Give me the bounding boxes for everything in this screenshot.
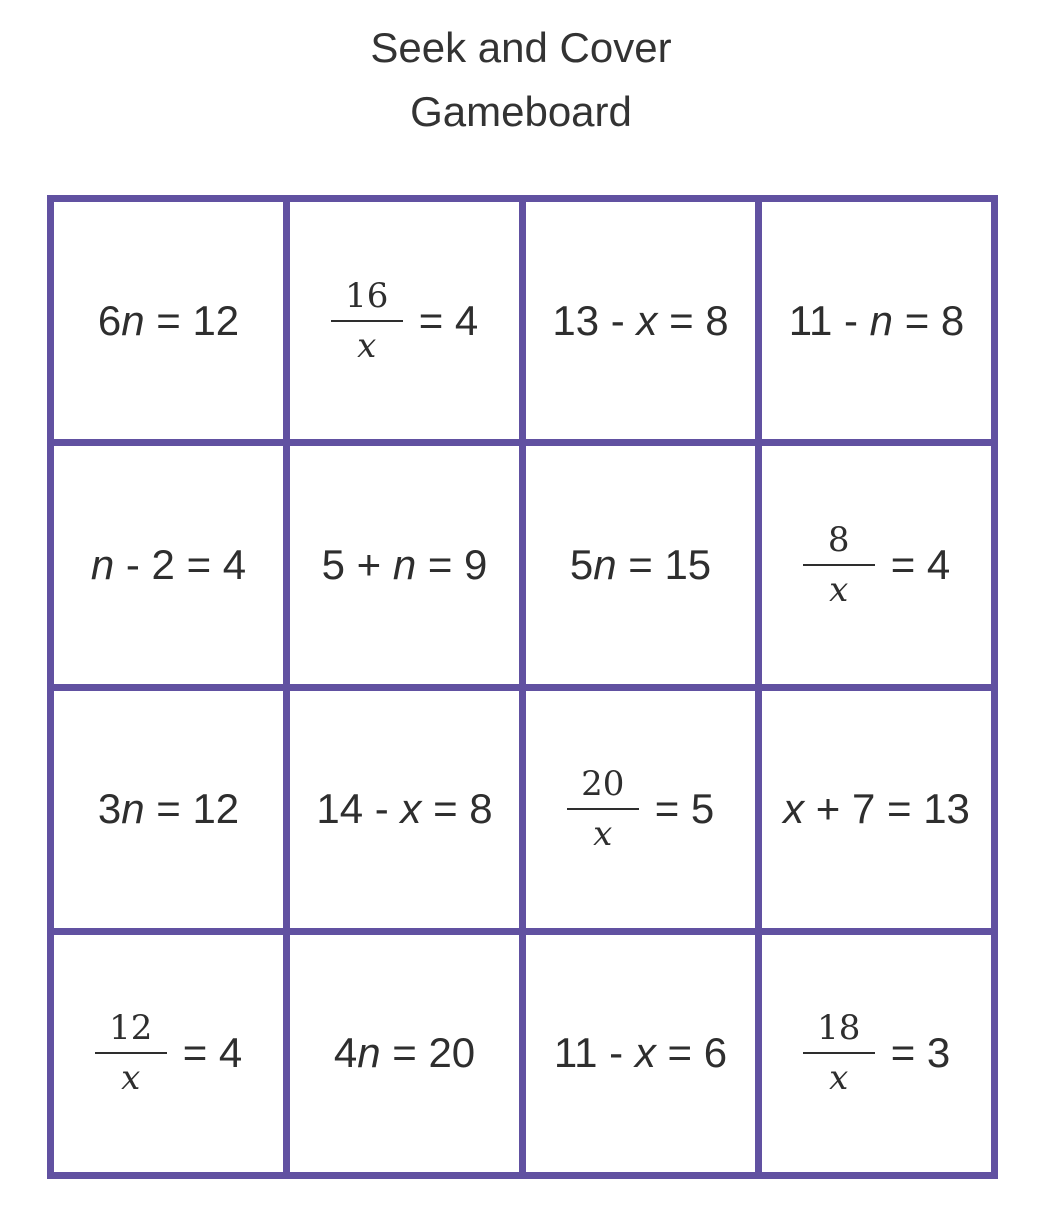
fraction-numerator: 18 bbox=[803, 1008, 875, 1054]
operator-symbol: = bbox=[182, 1029, 219, 1077]
right-hand-side: 8 bbox=[469, 785, 493, 833]
page-title: Seek and Cover bbox=[370, 24, 672, 71]
fraction-denominator: x bbox=[357, 325, 377, 366]
operator-symbol: - bbox=[114, 540, 152, 588]
equation bbox=[789, 297, 965, 345]
board-cell[interactable] bbox=[526, 691, 755, 928]
right-hand-side: 5 bbox=[690, 785, 715, 833]
operator-symbol: = bbox=[416, 540, 465, 588]
variable: n bbox=[357, 1029, 381, 1077]
variable: n bbox=[869, 296, 894, 344]
right-hand-side: 4 bbox=[454, 296, 479, 344]
fraction bbox=[803, 1008, 875, 1098]
board-cell[interactable] bbox=[290, 935, 519, 1172]
board-cell[interactable] bbox=[290, 446, 519, 683]
constant: 11 bbox=[553, 1029, 598, 1077]
board-cell[interactable] bbox=[54, 202, 283, 439]
variable: x bbox=[636, 296, 658, 344]
coefficient: 5 bbox=[569, 540, 594, 588]
coefficient: 3 bbox=[97, 785, 122, 833]
operator-symbol: = bbox=[418, 296, 455, 344]
constant: 13 bbox=[552, 296, 600, 344]
equation bbox=[98, 297, 239, 345]
fraction bbox=[567, 764, 639, 854]
constant: 7 bbox=[851, 785, 876, 833]
equation bbox=[554, 1029, 727, 1077]
fraction-numerator: 8 bbox=[803, 520, 875, 566]
fraction-denominator: x bbox=[593, 814, 613, 855]
variable: n bbox=[593, 540, 617, 588]
operator-symbol: = bbox=[654, 785, 691, 833]
variable: n bbox=[121, 296, 145, 344]
right-hand-side: 4 bbox=[926, 540, 951, 588]
board-cell[interactable] bbox=[762, 935, 991, 1172]
equation bbox=[316, 785, 492, 833]
board-cell[interactable] bbox=[526, 446, 755, 683]
equation bbox=[331, 276, 479, 366]
equation bbox=[570, 541, 711, 589]
operator-symbol: - bbox=[363, 785, 401, 833]
operator-symbol: = bbox=[421, 785, 470, 833]
operator-symbol: = bbox=[144, 296, 193, 344]
equation bbox=[334, 1029, 475, 1077]
fraction-denominator: x bbox=[829, 1058, 849, 1099]
coefficient: 4 bbox=[333, 1029, 358, 1077]
equation bbox=[803, 1008, 951, 1098]
operator-symbol: = bbox=[616, 540, 665, 588]
right-hand-side: 12 bbox=[192, 296, 240, 344]
fraction bbox=[331, 276, 403, 366]
right-hand-side: 4 bbox=[222, 540, 247, 588]
page-subtitle: Gameboard bbox=[410, 88, 632, 135]
board-cell[interactable] bbox=[526, 202, 755, 439]
variable: n bbox=[121, 785, 145, 833]
fraction bbox=[803, 520, 875, 610]
board-cell[interactable] bbox=[762, 691, 991, 928]
operator-symbol: - bbox=[599, 296, 637, 344]
operator-symbol: = bbox=[875, 785, 924, 833]
right-hand-side: 9 bbox=[464, 540, 488, 588]
equation bbox=[95, 1008, 243, 1098]
right-hand-side: 8 bbox=[940, 296, 965, 344]
operator-symbol: = bbox=[144, 785, 193, 833]
fraction-numerator: 12 bbox=[95, 1008, 167, 1054]
constant: 11 bbox=[788, 296, 833, 344]
operator-symbol: = bbox=[380, 1029, 429, 1077]
operator-symbol: = bbox=[657, 296, 706, 344]
fraction-denominator: x bbox=[121, 1058, 141, 1099]
variable: x bbox=[400, 785, 422, 833]
variable: x bbox=[783, 785, 805, 833]
coefficient: 6 bbox=[97, 296, 122, 344]
right-hand-side: 6 bbox=[703, 1029, 728, 1077]
fraction bbox=[95, 1008, 167, 1098]
operator-symbol: = bbox=[655, 1029, 704, 1077]
operator-symbol: + bbox=[804, 785, 852, 833]
fraction-denominator: x bbox=[829, 569, 849, 610]
operator-symbol: + bbox=[344, 540, 393, 588]
constant: 14 bbox=[316, 785, 364, 833]
right-hand-side: 13 bbox=[923, 785, 970, 833]
operator-symbol: - bbox=[832, 296, 870, 344]
equation bbox=[567, 764, 715, 854]
equation bbox=[552, 297, 728, 345]
variable: n bbox=[392, 540, 417, 588]
operator-symbol: = bbox=[890, 540, 927, 588]
right-hand-side: 20 bbox=[428, 1029, 476, 1077]
fraction-numerator: 16 bbox=[331, 276, 403, 322]
operator-symbol: = bbox=[893, 296, 941, 344]
board-cell[interactable] bbox=[290, 691, 519, 928]
gameboard-grid bbox=[47, 195, 998, 1179]
right-hand-side: 4 bbox=[218, 1029, 243, 1077]
fraction-numerator: 20 bbox=[567, 764, 639, 810]
variable: x bbox=[634, 1029, 656, 1077]
equation bbox=[783, 785, 970, 833]
right-hand-side: 3 bbox=[926, 1029, 951, 1077]
board-cell[interactable] bbox=[762, 202, 991, 439]
variable: n bbox=[90, 540, 115, 588]
operator-symbol: - bbox=[597, 1029, 635, 1077]
board-cell[interactable] bbox=[54, 691, 283, 928]
board-cell[interactable] bbox=[54, 935, 283, 1172]
board-cell[interactable] bbox=[54, 446, 283, 683]
equation bbox=[322, 541, 488, 589]
operator-symbol: = bbox=[174, 540, 223, 588]
operator-symbol: = bbox=[890, 1029, 927, 1077]
equation bbox=[803, 520, 951, 610]
right-hand-side: 12 bbox=[192, 785, 240, 833]
equation bbox=[91, 541, 246, 589]
right-hand-side: 8 bbox=[705, 296, 729, 344]
board-cell[interactable] bbox=[290, 202, 519, 439]
board-cell[interactable] bbox=[762, 446, 991, 683]
constant: 2 bbox=[151, 540, 175, 588]
equation bbox=[98, 785, 239, 833]
right-hand-side: 15 bbox=[664, 540, 712, 588]
constant: 5 bbox=[321, 540, 345, 588]
board-cell[interactable] bbox=[526, 935, 755, 1172]
